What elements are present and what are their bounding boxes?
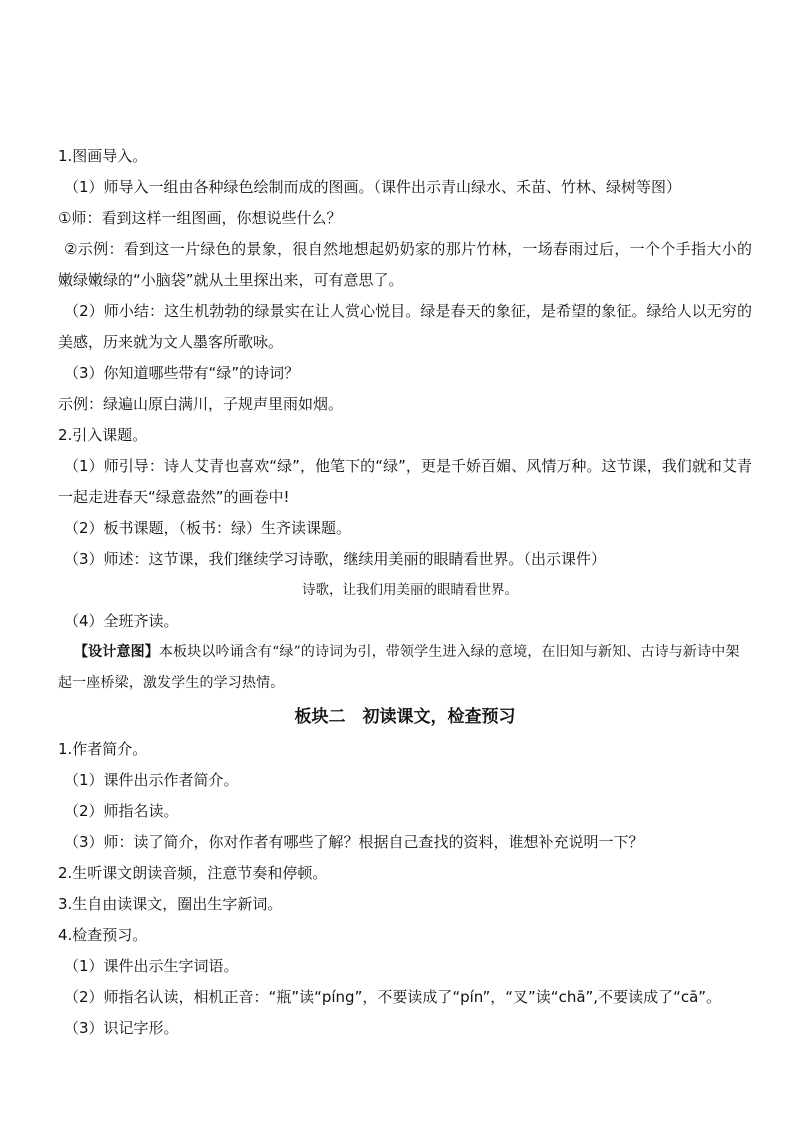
step-b4-3: （3）识记字形。 xyxy=(64,1019,179,1037)
step-1-3: （3）你知道哪些带有“绿”的诗词？ xyxy=(64,364,300,382)
step-1-2: （2）师小结：这生机勃勃的绿景实在让人赏心悦目。绿是春天的象征，是希望的象征。绿给人以无穷的美感，历来就为文人墨客所歌咏。 xyxy=(58,302,752,351)
step-1-1-b: ②示例：看到这一片绿色的景象，很自然地想起奶奶家的那片竹林，一场春雨过后，一个个手指大小的嫩绿嫩绿的“小脑袋”就从土里探出来，可有意思了。 xyxy=(58,240,752,289)
step-b4-2: （2）师指名认读，相机正音：“瓶”读“píng”，不要读成了“pín”，“叉”读“chā”,不要读成了“cā”。 xyxy=(64,988,722,1006)
step-2-heading: 2.引入课题。 xyxy=(58,426,148,444)
design-intent-text: 本板块以吟诵含有“绿”的诗词为引，带领学生进入绿的意境，在旧知与新知、古诗与新诗中架起一座桥梁，激发学生的学习热情。 xyxy=(58,644,740,691)
lesson-content xyxy=(58,141,752,1044)
step-2-1: （1）师引导：诗人艾青也喜欢“绿”，他笔下的“绿”，更是千娇百媚、风情万种。这节课，我们就和艾青一起走进春天“绿意盎然”的画卷中! xyxy=(58,457,752,506)
step-1-3-example: 示例：绿遍山原白满川，子规声里雨如烟。 xyxy=(58,395,344,413)
step-b1-3: （3）师：读了简介，你对作者有哪些了解？根据自己查找的资料，谁想补充说明一下？ xyxy=(64,833,644,851)
step-b1-heading: 1.作者简介。 xyxy=(58,740,148,758)
step-b3: 3.生自由读课文，圈出生字新词。 xyxy=(58,895,283,913)
step-b4-1: （1）课件出示生字词语。 xyxy=(64,957,239,975)
courseware-slide-text: 诗歌，让我们用美丽的眼睛看世界。 xyxy=(302,582,518,598)
design-intent-label: 【设计意图】 xyxy=(74,644,159,660)
step-b2: 2.生听课文朗读音频，注意节奏和停顿。 xyxy=(58,864,328,882)
step-b1-1: （1）课件出示作者简介。 xyxy=(64,771,239,789)
step-1-heading: 1.图画导入。 xyxy=(58,147,148,165)
step-b4-heading: 4.检查预习。 xyxy=(58,926,148,944)
step-2-4: （4）全班齐读。 xyxy=(64,612,179,630)
step-2-2: （2）板书课题，（板书：绿）生齐读课题。 xyxy=(64,519,352,537)
step-1-1: （1）师导入一组由各种绿色绘制而成的图画。（课件出示青山绿水、禾苗、竹林、绿树等图） xyxy=(64,178,682,196)
section-title: 板块二 初读课文，检查预习 xyxy=(294,707,516,727)
design-intent xyxy=(58,637,752,699)
step-b1-2: （2）师指名读。 xyxy=(64,802,179,820)
step-1-1-a: ①师：看到这样一组图画，你想说些什么？ xyxy=(58,209,342,227)
step-2-3: （3）师述：这节课，我们继续学习诗歌，继续用美丽的眼睛看世界。（出示课件） xyxy=(64,550,607,568)
